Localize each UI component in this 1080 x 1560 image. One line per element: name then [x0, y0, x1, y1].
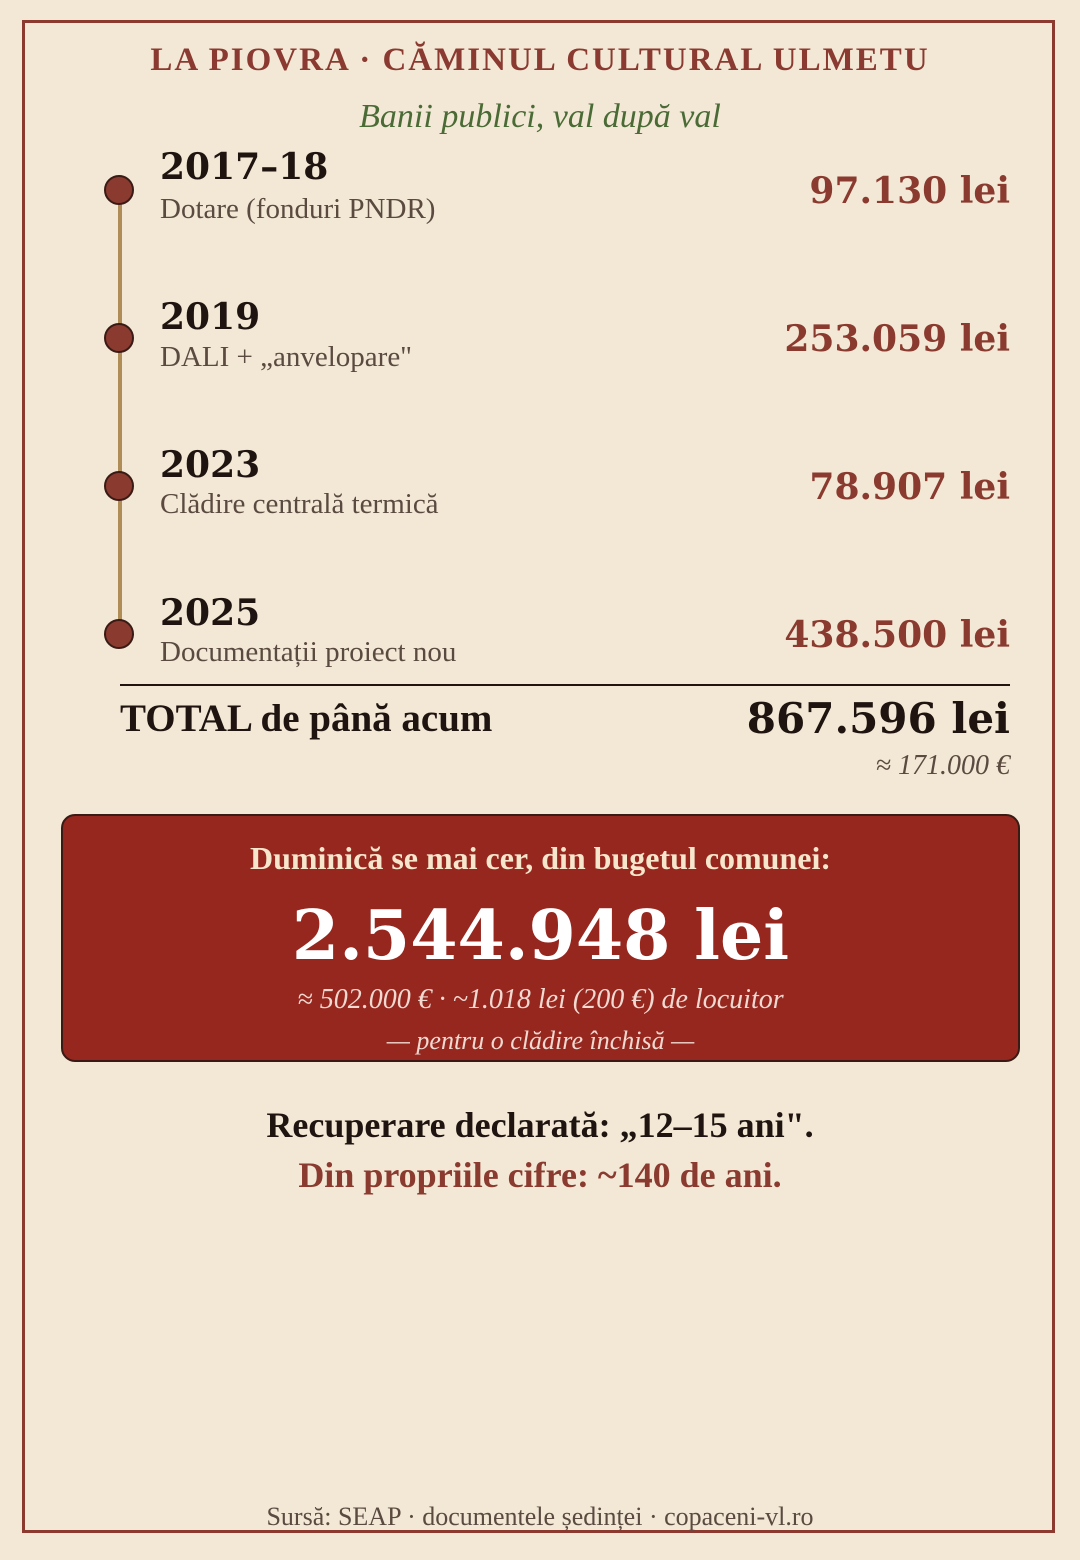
request-box: [61, 814, 1020, 1062]
timeline-year: 2023: [160, 444, 261, 486]
timeline-amount: 438.500 lei: [784, 614, 1010, 656]
timeline-description: Dotare (fonduri PNDR): [160, 193, 436, 225]
timeline-description: DALI + „anvelopare": [160, 341, 413, 373]
header-title: LA PIOVRA · CĂMINUL CULTURAL ULMETU: [150, 42, 930, 78]
timeline-dot: [104, 175, 134, 205]
timeline-year: 2019: [160, 296, 261, 338]
total-label: TOTAL de până acum: [120, 697, 493, 740]
request-heading: Duminică se mai cer, din bugetul comunei:: [249, 840, 832, 876]
timeline-year: 2017–18: [160, 146, 329, 188]
source-line: Sursă: SEAP · documentele ședinței · copaceni-vl.ro: [266, 1502, 814, 1531]
request-note: — pentru o clădire închisă —: [386, 1026, 695, 1055]
timeline-dot: [104, 619, 134, 649]
request-amount: 2.544.948 lei: [291, 896, 790, 976]
header-subtitle: Banii publici, val după val: [359, 98, 721, 135]
timeline-amount: 253.059 lei: [784, 318, 1010, 360]
timeline-amount: 97.130 lei: [809, 170, 1010, 212]
timeline-dot: [104, 471, 134, 501]
timeline-year: 2025: [160, 592, 261, 634]
timeline-amount: 78.907 lei: [809, 466, 1010, 508]
recovery-declared: Recuperare declarată: „12–15 ani".: [266, 1105, 814, 1145]
recovery-actual: Din propriile cifre: ~140 de ani.: [298, 1155, 782, 1195]
timeline-dot: [104, 323, 134, 353]
timeline-line: [118, 190, 122, 635]
total-amount: 867.596 lei: [746, 694, 1010, 743]
timeline-description: Documentații proiect nou: [160, 636, 457, 668]
timeline-description: Clădire centrală termică: [160, 488, 439, 520]
total-eur: ≈ 171.000 €: [875, 750, 1010, 781]
request-per-capita: ≈ 502.000 € · ~1.018 lei (200 €) de locuitor: [297, 984, 784, 1015]
total-divider: [120, 684, 1010, 686]
